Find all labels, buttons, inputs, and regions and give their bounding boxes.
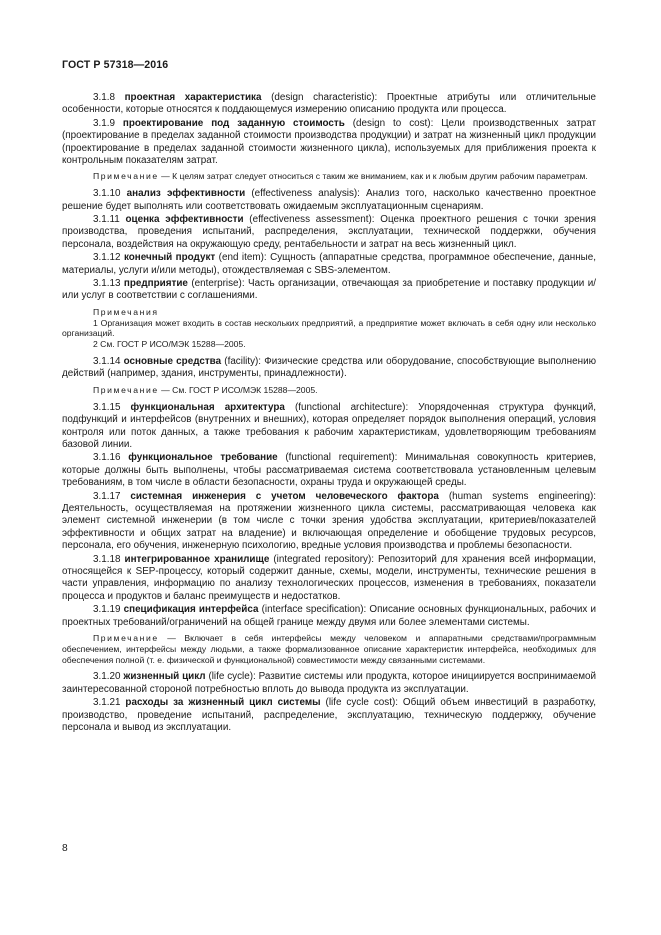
note-3-1-19: Примечание — Включает в себя интерфейсы между человеком и аппаратными средствами/программным обеспечением, интерфейсы между людьми, а также формализованное описание характеристик интерфейса, необходимых для обеспечения полной (т. е. физической и функциональной) совместимости между связанными системами. (62, 633, 596, 665)
document-header: ГОСТ Р 57318—2016 (62, 59, 169, 71)
term-title: функциональное требование (128, 452, 278, 464)
note-3-1-14: Примечание — См. ГОСТ Р ИСО/МЭК 15288—2005. (93, 384, 318, 395)
term-title: жизненный цикл (123, 671, 206, 683)
term-title: функциональная архитектура (130, 401, 285, 413)
note-3-1-9: Примечание — К целям затрат следует относиться с таким же вниманием, как и к любым другим рабочим параметрам. (93, 171, 588, 182)
term-title: оценка эффективности (125, 214, 244, 226)
term-title: спецификация интерфейса (123, 604, 259, 616)
term-title: проектная характеристика (124, 92, 262, 103)
term-3-1-8: 3.1.8 проектная характеристика (design characteristic): Проектные атрибуты или отличительные особенности, которые относятся к поддающемуся измерению описанию продукта или процесса. (62, 92, 596, 116)
note-item-1: 1 Организация может входить в состав нескольких предприятий, а предприятие может включать в себя одну или несколько организаций. (62, 317, 596, 339)
term-title: проектирование под заданную стоимость (122, 117, 345, 129)
term-3-1-16: 3.1.16 функциональное требование (functional requirement): Минимальная совокупность критериев, которые должны быть выполнены, чтобы рассматриваемая система соответствовала установленным целевым требованиям, в том числе в области безопасности, охраны труда и окружающей среды. (62, 452, 596, 489)
note-item-2: 2 См. ГОСТ Р ИСО/МЭК 15288—2005. (93, 339, 246, 350)
term-3-1-19: 3.1.19 спецификация интерфейса (interface specification): Описание основных функциональных, рабочих и проектных требований/ограничений на общей границе между двумя или более элементами системы. (62, 604, 596, 628)
term-3-1-10: 3.1.10 анализ эффективности (effectiveness analysis): Анализ того, насколько качественно проектное решение будет выполнять или соответствовать ожидаемым эксплуатационным сценариям. (62, 188, 596, 212)
term-3-1-12: 3.1.12 конечный продукт (end item): Сущность (аппаратные средства, программное обеспечение, данные, материалы, услуги и/или методы), отождествляемая с SBS-элементом. (62, 252, 596, 276)
term-3-1-17: 3.1.17 системная инженерия с учетом человеческого фактора (human systems engineering): Деятельность, осуществляемая на протяжении жизненного цикла системы, рассматривающая человека как элемент системной инженерии (в том числе с точки зрения удобства эксплуатации, критериев/показателей эффективности и общих затрат на владение) и включающая определение и обобщение трудовых ресурсов, персонала, его обучения, инженерную психологию, вредные условия производства и проблемы безопасности. (62, 490, 597, 552)
term-title: конечный продукт (123, 252, 216, 264)
term-3-1-18: 3.1.18 интегрированное хранилище (integrated repository): Репозиторий для хранения всей информации, относящейся к SEP-процессу, который содержит данные, схемы, модели, инструменты, технические решения в части управления, информацию по анализу технологических процессов, изменения в требованиях, показатели процесса и продуктов и баланс преимуществ и недостатков. (62, 553, 596, 602)
term-3-1-15: 3.1.15 функциональная архитектура (functional architecture): Упорядоченная структура функций, подфункций и интерфейсов (внутренних и внешних), которая определяет порядок выполнения операций, условия контроля или поток данных, а также требования к рабочим характеристикам, удовлетворяющим требованиям базовой линии. (62, 401, 596, 450)
term-title: расходы за жизненный цикл системы (125, 697, 321, 709)
term-3-1-11: 3.1.11 оценка эффективности (effectiveness assessment): Оценка проектного решения с точки зрения производства, проведения испытаний, распределения, эксплуатации, технической поддержки, обучения персонала, воздействия на окружающую среду, рентабельности и затрат на весь жизненный цикл. (62, 214, 596, 250)
term-3-1-14: 3.1.14 основные средства (facility): Физические средства или оборудование, способствующие выполнению действий (например, здания, инструменты, принадлежности). (62, 356, 597, 380)
term-3-1-21: 3.1.21 расходы за жизненный цикл системы (life cycle cost): Общий объем инвестиций в разработку, производство, проведение испытаний, распределение, эксплуатацию, техническую поддержку, обучение персонала и вывод из эксплуатации. (62, 697, 596, 734)
document-body (62, 92, 596, 735)
term-title: анализ эффективности (126, 188, 246, 200)
term-3-1-9: 3.1.9 проектирование под заданную стоимость (design to cost): Цели производственных затрат (проектирование в пределах заданной стоимости производства продукции) и затрат на жизненный цикл продукции (проектирование в пределах заданной стоимости жизненного цикла), используемых для приближения проекта к контрольным показателям затрат. (62, 117, 597, 167)
term-title: основные средства (123, 356, 222, 368)
term-3-1-20: 3.1.20 жизненный цикл (life cycle): Развитие системы или продукта, которое инициируется воспринимаемой заинтересованной стороной потребностью вплоть до вывода продукта из эксплуатации. (62, 671, 597, 695)
page-number: 8 (62, 843, 68, 854)
notes-label: Примечания (93, 306, 159, 317)
term-title: интегрированное хранилище (124, 553, 270, 565)
notes-3-1-13 (62, 307, 596, 350)
term-3-1-13: 3.1.13 предприятие (enterprise): Часть организации, отвечающая за приобретение и поставку продукции и/или услуг в соответствии с соглашениями. (62, 278, 596, 302)
term-title: предприятие (123, 278, 188, 290)
term-title: системная инженерия с учетом человеческого фактора (130, 490, 439, 502)
